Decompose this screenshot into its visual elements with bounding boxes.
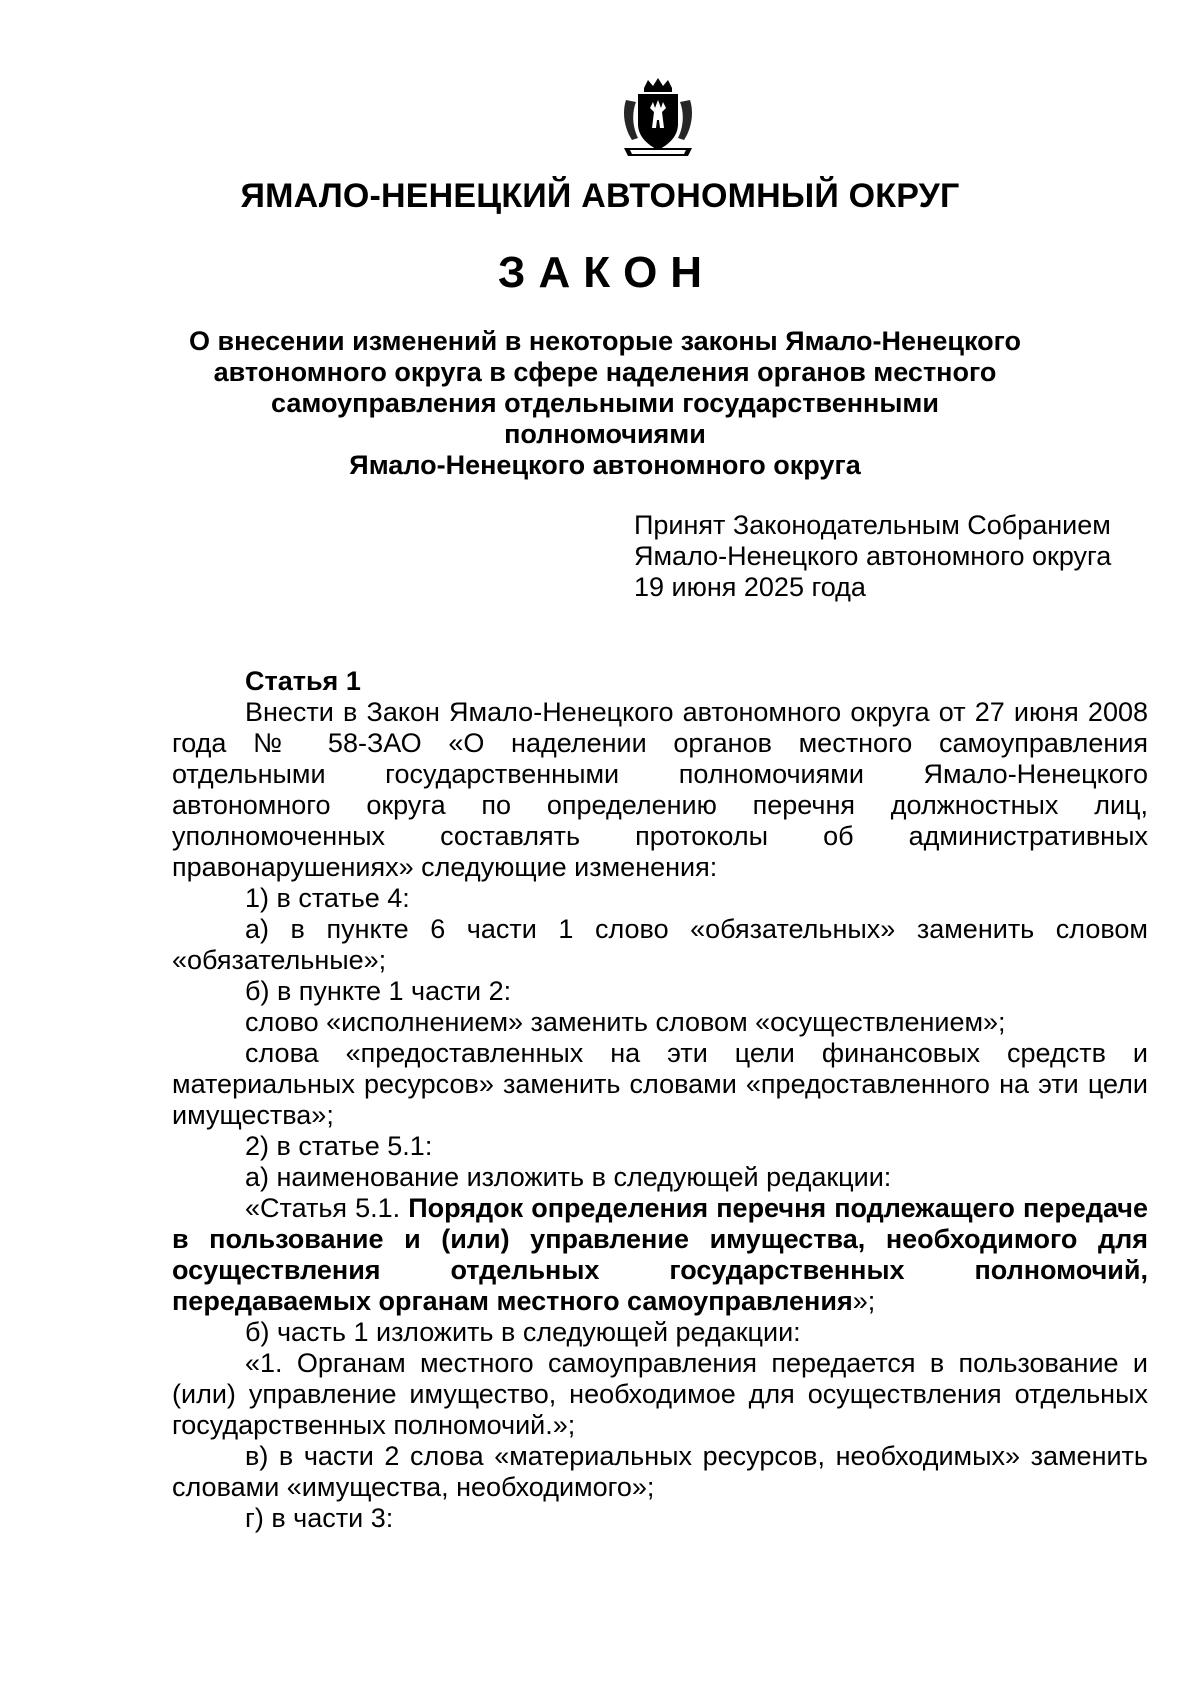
article-quote: «1. Органам местного самоуправления передается в пользование и (или) управление имущество, необходимое для осуществления отдельных государственных полномочий.»; <box>172 1348 1148 1440</box>
title-line: автономного округа в сфере наделения органов местного <box>213 357 997 387</box>
document-type: ЗАКОН <box>497 248 716 297</box>
article-item: слово «исполнением» заменить словом «осуществлением»; <box>245 1007 1006 1037</box>
adoption-note <box>634 510 1111 603</box>
quote-suffix: »; <box>852 1286 876 1316</box>
coat-of-arms-icon <box>620 78 696 160</box>
region-heading: ЯМАЛО-НЕНЕЦКИЙ АВТОНОМНЫЙ ОКРУГ <box>240 177 960 215</box>
article-intro: Внести в Закон Ямало-Ненецкого автономного округа от 27 июня 2008 года № 58-ЗАО «О наделении органов местного самоуправления отдельными государственными полномочиями Ямало-Ненецкого автономного округа по определению перечня должностных лиц, уполномоченных составлять протоколы об административных правонарушениях» следующие изменения: <box>172 697 1148 882</box>
adoption-line: Ямало-Ненецкого автономного округа <box>634 541 1112 571</box>
adoption-date: 19 июня 2025 года <box>634 572 866 602</box>
article-item: слова «предоставленных на эти цели финансовых средств и материальных ресурсов» заменить словами «предоставленного на эти цели имущества»; <box>172 1038 1148 1130</box>
document-title <box>175 326 1035 481</box>
adoption-line: Принят Законодательным Собранием <box>634 510 1111 540</box>
quote-bold-title: Порядок определения перечня подлежащего передаче в пользование и (или) управление имущества, необходимого для осуществления отдельных государственных полномочий, передаваемых органам местного самоуправления <box>172 1193 1148 1316</box>
title-line: Ямало-Ненецкого автономного округа <box>349 450 861 480</box>
article-item: 1) в статье 4: <box>245 883 410 913</box>
quote-prefix: «Статья 5.1. <box>245 1193 409 1223</box>
article-body <box>172 666 1148 1534</box>
article-quote <box>172 1193 1148 1317</box>
article-item: в) в части 2 слова «материальных ресурсов, необходимых» заменить словами «имущества, необходимого»; <box>172 1441 1148 1502</box>
article-item: г) в части 3: <box>245 1503 394 1533</box>
article-item: а) наименование изложить в следующей редакции: <box>245 1162 892 1192</box>
title-line: О внесении изменений в некоторые законы Ямало-Ненецкого <box>189 326 1021 356</box>
article-item: 2) в статье 5.1: <box>245 1131 433 1161</box>
article-item: а) в пункте 6 части 1 слово «обязательных» заменить словом «обязательные»; <box>172 914 1148 975</box>
article-item: б) часть 1 изложить в следующей редакции: <box>245 1317 801 1347</box>
title-line: самоуправления отдельными государственными полномочиями <box>271 388 939 449</box>
article-item: б) в пункте 1 части 2: <box>245 976 512 1006</box>
article-heading: Статья 1 <box>245 666 361 696</box>
